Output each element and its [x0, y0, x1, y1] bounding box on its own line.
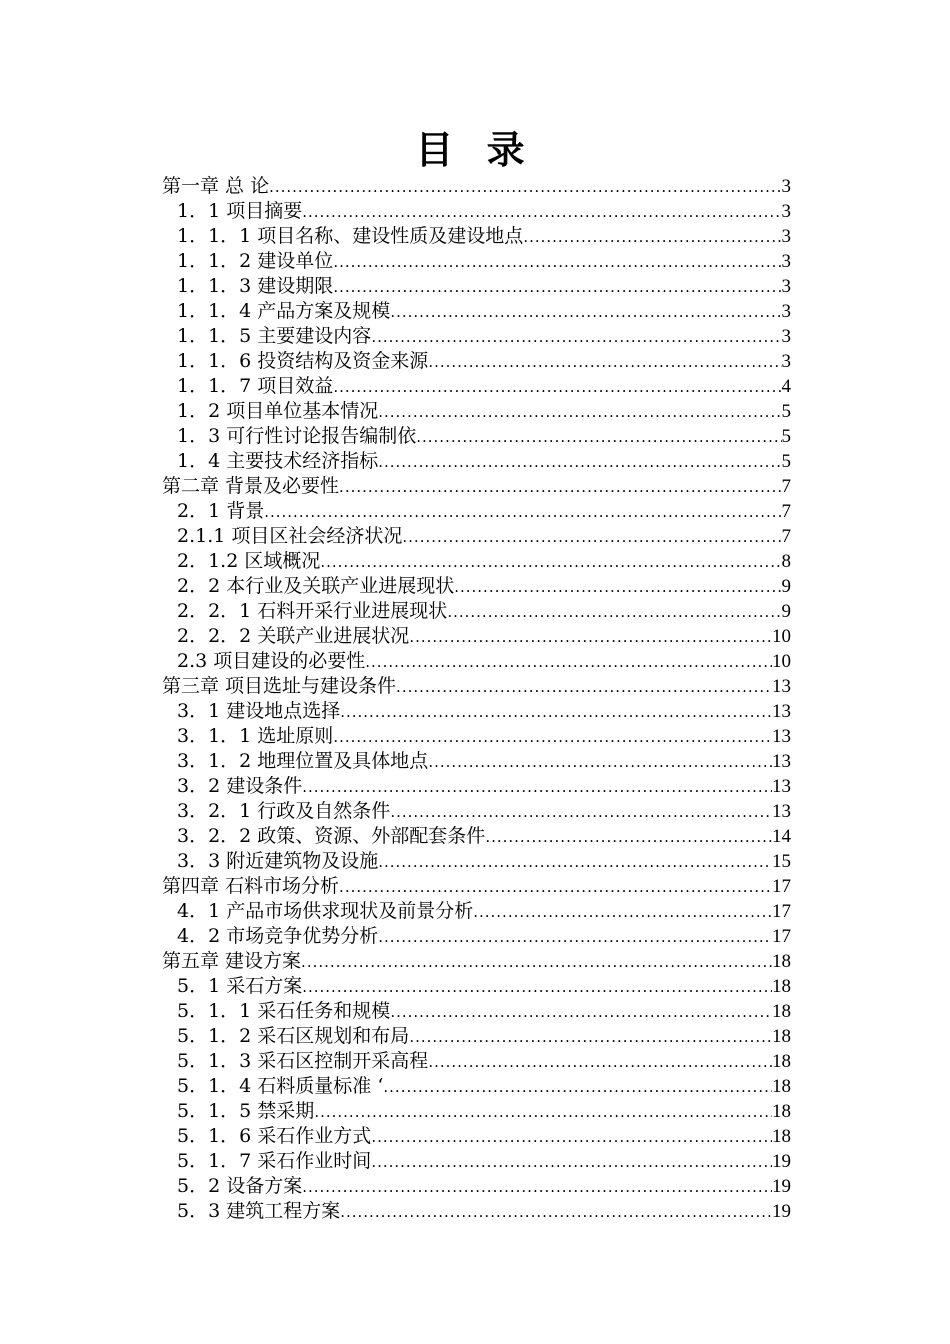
- toc-section-entry[interactable]: [162, 699, 791, 724]
- dot-leader: [473, 900, 772, 925]
- toc-entry-label: 5．1．7 采石作业时间: [177, 1150, 372, 1172]
- dot-leader: [340, 1200, 772, 1225]
- toc-entry-label: 2．1.2 区域概况: [177, 550, 321, 572]
- toc-entry-label: 5．1．5 禁采期: [177, 1100, 315, 1122]
- toc-entry-label: 第三章 项目选址与建设条件: [162, 675, 397, 697]
- dot-leader: [333, 250, 781, 275]
- dot-leader: [378, 450, 781, 475]
- toc-page-number: 18: [772, 1076, 791, 1097]
- dot-leader: [365, 650, 772, 675]
- toc-entry-label: 2．2．2 关联产业进展状况: [177, 625, 410, 647]
- toc-entry-label: 3．1 建设地点选择: [177, 700, 341, 722]
- dot-leader: [383, 1075, 772, 1100]
- toc-entry-label: 1．1 项目摘要: [177, 200, 303, 222]
- toc-page-number: 7: [781, 526, 791, 547]
- toc-section-entry[interactable]: [162, 599, 791, 624]
- dot-leader: [409, 1025, 772, 1050]
- dot-leader: [402, 525, 781, 550]
- toc-page-number: 3: [781, 251, 791, 272]
- toc-entry-label: 5．3 建筑工程方案: [177, 1200, 341, 1222]
- dot-leader: [302, 1175, 772, 1200]
- toc-page-number: 18: [772, 1126, 791, 1147]
- dot-leader: [269, 175, 781, 200]
- toc-entry-label: 第一章 总 论: [162, 175, 270, 197]
- toc-page-number: 3: [781, 351, 791, 372]
- toc-entry-label: 3．1．2 地理位置及具体地点: [177, 750, 429, 772]
- dot-leader: [320, 550, 781, 575]
- dot-leader: [333, 375, 781, 400]
- toc-chapter-entry[interactable]: [162, 949, 791, 974]
- toc-section-entry[interactable]: [162, 1049, 791, 1074]
- toc-entry-label: 2.1.1 项目区社会经济状况: [177, 525, 403, 547]
- toc-page-number: 18: [772, 951, 791, 972]
- toc-section-entry[interactable]: [162, 449, 791, 474]
- toc-page-number: 3: [781, 301, 791, 322]
- toc-page-number: 13: [772, 801, 791, 822]
- toc-page-number: 19: [772, 1176, 791, 1197]
- toc-page-number: 5: [781, 401, 791, 422]
- toc-page-number: 18: [772, 1101, 791, 1122]
- dot-leader: [314, 1100, 772, 1125]
- toc-page-number: 19: [772, 1201, 791, 1222]
- toc-page-number: 10: [772, 626, 791, 647]
- toc-entry-label: 第二章 背景及必要性: [162, 475, 340, 497]
- toc-chapter-entry[interactable]: [162, 174, 791, 199]
- toc-section-entry[interactable]: [162, 524, 791, 549]
- toc-section-entry[interactable]: [162, 199, 791, 224]
- toc-entry-label: 3．1．1 选址原则: [177, 725, 334, 747]
- toc-section-entry[interactable]: [162, 249, 791, 274]
- toc-entry-label: 3．2．1 行政及自然条件: [177, 800, 391, 822]
- dot-leader: [264, 500, 781, 525]
- toc-section-entry[interactable]: [162, 774, 791, 799]
- dot-leader: [428, 750, 772, 775]
- dot-leader: [485, 825, 772, 850]
- toc-section-entry[interactable]: [162, 799, 791, 824]
- toc-entry-label: 2．2．1 石料开采行业进展现状: [177, 600, 448, 622]
- toc-page-number: 10: [772, 651, 791, 672]
- toc-page-number: 13: [772, 776, 791, 797]
- toc-section-entry[interactable]: [162, 1174, 791, 1199]
- toc-page-number: 3: [781, 201, 791, 222]
- toc-section-entry[interactable]: [162, 1099, 791, 1124]
- toc-section-entry[interactable]: [162, 899, 791, 924]
- toc-section-entry[interactable]: [162, 649, 791, 674]
- toc-entry-label: 1．1．6 投资结构及资金来源: [177, 350, 429, 372]
- toc-entry-label: 5．1．2 采石区规划和布局: [177, 1025, 410, 1047]
- dot-leader: [396, 675, 772, 700]
- toc-entry-label: 1．1．7 项目效益: [177, 375, 334, 397]
- toc-section-entry[interactable]: [162, 999, 791, 1024]
- toc-entry-label: 第五章 建设方案: [162, 950, 302, 972]
- toc-entry-label: 2．1 背景: [177, 500, 265, 522]
- dot-leader: [454, 575, 781, 600]
- toc-page-number: 9: [781, 601, 791, 622]
- toc-page-number: 18: [772, 976, 791, 997]
- toc-chapter-entry[interactable]: [162, 674, 791, 699]
- toc-section-entry[interactable]: [162, 574, 791, 599]
- toc-entry-label: 2.3 项目建设的必要性: [177, 650, 366, 672]
- toc-page-number: 18: [772, 1051, 791, 1072]
- dot-leader: [301, 950, 772, 975]
- dot-leader: [428, 1050, 772, 1075]
- toc-section-entry[interactable]: [162, 824, 791, 849]
- dot-leader: [339, 875, 772, 900]
- toc-entry-label: 3．2．2 政策、资源、外部配套条件: [177, 825, 486, 847]
- toc-page-number: 7: [781, 476, 791, 497]
- toc-page-number: 13: [772, 676, 791, 697]
- toc-entry-label: 1．1．5 主要建设内容: [177, 325, 372, 347]
- toc-section-entry[interactable]: [162, 224, 791, 249]
- toc-section-entry[interactable]: [162, 724, 791, 749]
- toc-section-entry[interactable]: [162, 1124, 791, 1149]
- toc-section-entry[interactable]: [162, 374, 791, 399]
- toc-page-number: 18: [772, 1026, 791, 1047]
- toc-entry-label: 4．2 市场竞争优势分析: [177, 925, 379, 947]
- dot-leader: [339, 475, 781, 500]
- toc-entry-label: 5．1．3 采石区控制开采高程: [177, 1050, 429, 1072]
- toc-section-entry[interactable]: [162, 624, 791, 649]
- toc-page-number: 3: [781, 326, 791, 347]
- dot-leader: [409, 625, 772, 650]
- dot-leader: [447, 600, 781, 625]
- toc-page-number: 8: [781, 551, 791, 572]
- toc-section-entry[interactable]: [162, 399, 791, 424]
- toc-page-number: 3: [781, 276, 791, 297]
- toc-page-number: 13: [772, 726, 791, 747]
- toc-page-number: 13: [772, 701, 791, 722]
- toc-entry-label: 5．1．4 石料质量标准 ‘: [177, 1075, 384, 1097]
- table-of-contents: [162, 174, 791, 1224]
- toc-entry-label: 1．2 项目单位基本情况: [177, 400, 379, 422]
- toc-section-entry[interactable]: [162, 1149, 791, 1174]
- dot-leader: [371, 325, 781, 350]
- toc-page-number: 15: [772, 851, 791, 872]
- toc-section-entry[interactable]: [162, 1024, 791, 1049]
- toc-section-entry[interactable]: [162, 749, 791, 774]
- dot-leader: [302, 200, 781, 225]
- dot-leader: [390, 1000, 772, 1025]
- toc-chapter-entry[interactable]: [162, 874, 791, 899]
- toc-section-entry[interactable]: [162, 974, 791, 999]
- toc-entry-label: 1．3 可行性讨论报告编制依: [177, 425, 417, 447]
- toc-entry-label: 4．1 产品市场供求现状及前景分析: [177, 900, 474, 922]
- toc-section-entry[interactable]: [162, 274, 791, 299]
- toc-section-entry[interactable]: [162, 1074, 791, 1099]
- dot-leader: [340, 700, 772, 725]
- toc-section-entry[interactable]: [162, 499, 791, 524]
- toc-page-number: 19: [772, 1151, 791, 1172]
- toc-page-number: 17: [772, 926, 791, 947]
- toc-page-number: 17: [772, 901, 791, 922]
- toc-entry-label: 第四章 石料市场分析: [162, 875, 340, 897]
- page-title: 目 录: [415, 128, 535, 172]
- toc-chapter-entry[interactable]: [162, 474, 791, 499]
- toc-page-number: 14: [772, 826, 791, 847]
- dot-leader: [378, 400, 781, 425]
- dot-leader: [390, 800, 772, 825]
- toc-section-entry[interactable]: [162, 349, 791, 374]
- toc-page-number: 5: [781, 426, 791, 447]
- toc-entry-label: 5．1．6 采石作业方式: [177, 1125, 372, 1147]
- dot-leader: [371, 1125, 772, 1150]
- dot-leader: [378, 850, 772, 875]
- toc-entry-label: 3．2 建设条件: [177, 775, 303, 797]
- toc-page-number: 3: [781, 226, 791, 247]
- dot-leader: [523, 225, 781, 250]
- toc-section-entry[interactable]: [162, 849, 791, 874]
- toc-entry-label: 1．1．3 建设期限: [177, 275, 334, 297]
- toc-section-entry[interactable]: [162, 324, 791, 349]
- toc-page-number: 13: [772, 751, 791, 772]
- dot-leader: [416, 425, 781, 450]
- dot-leader: [333, 275, 781, 300]
- dot-leader: [428, 350, 781, 375]
- toc-section-entry[interactable]: [162, 1199, 791, 1224]
- toc-entry-label: 1．1．4 产品方案及规模: [177, 300, 391, 322]
- toc-entry-label: 5．1．1 采石任务和规模: [177, 1000, 391, 1022]
- dot-leader: [390, 300, 781, 325]
- toc-section-entry[interactable]: [162, 924, 791, 949]
- toc-page-number: 9: [781, 576, 791, 597]
- toc-page-number: 17: [772, 876, 791, 897]
- toc-entry-label: 5．1 采石方案: [177, 975, 303, 997]
- toc-page-number: 18: [772, 1001, 791, 1022]
- toc-entry-label: 1．1．2 建设单位: [177, 250, 334, 272]
- toc-entry-label: 3．3 附近建筑物及设施: [177, 850, 379, 872]
- dot-leader: [371, 1150, 772, 1175]
- dot-leader: [333, 725, 772, 750]
- toc-page-number: 3: [781, 176, 791, 197]
- toc-section-entry[interactable]: [162, 549, 791, 574]
- dot-leader: [302, 775, 772, 800]
- toc-section-entry[interactable]: [162, 299, 791, 324]
- dot-leader: [378, 925, 772, 950]
- toc-entry-label: 5．2 设备方案: [177, 1175, 303, 1197]
- toc-entry-label: 1．4 主要技术经济指标: [177, 450, 379, 472]
- toc-entry-label: 2．2 本行业及关联产业进展现状: [177, 575, 455, 597]
- dot-leader: [302, 975, 772, 1000]
- toc-page-number: 4: [781, 376, 791, 397]
- toc-page-number: 7: [781, 501, 791, 522]
- toc-page-number: 5: [781, 451, 791, 472]
- toc-section-entry[interactable]: [162, 424, 791, 449]
- toc-entry-label: 1．1．1 项目名称、建设性质及建设地点: [177, 225, 524, 247]
